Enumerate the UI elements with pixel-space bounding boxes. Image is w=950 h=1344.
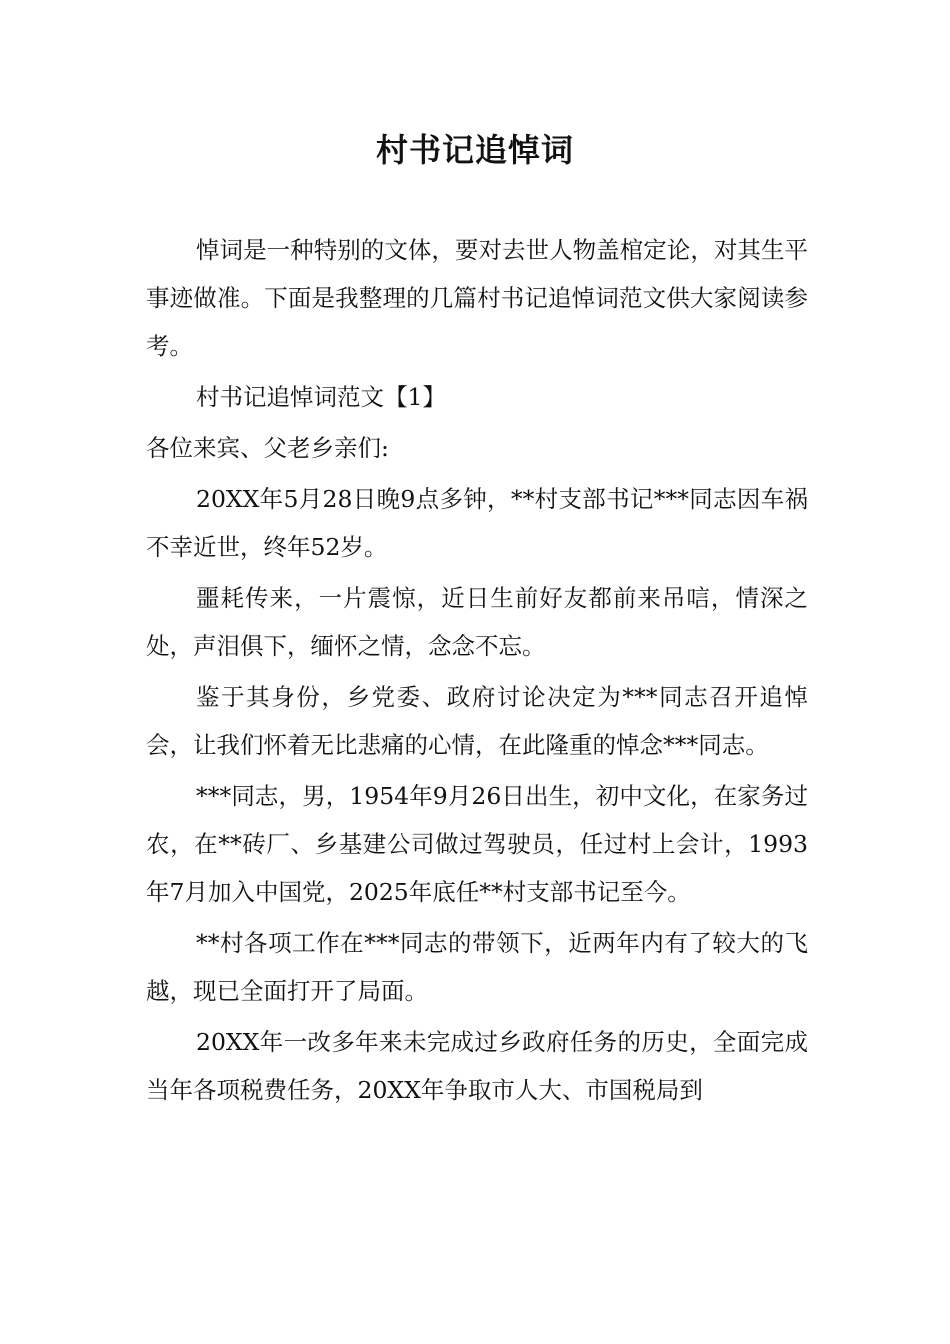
body-paragraph: **村各项工作在***同志的带领下，近两年内有了较大的飞越，现已全面打开了局面。 bbox=[146, 929, 808, 1005]
document-body bbox=[146, 226, 808, 1117]
body-paragraph: 噩耗传来，一片震惊，近日生前好友都前来吊唁，情深之处，声泪俱下，缅怀之情，念念不忘。 bbox=[146, 584, 808, 660]
section-heading: 村书记追悼词范文【1】 bbox=[196, 383, 446, 411]
body-paragraph: 鉴于其身份，乡党委、政府讨论决定为***同志召开追悼会，让我们怀着无比悲痛的心情，在此隆重的悼念***同志。 bbox=[146, 683, 808, 759]
body-paragraph: ***同志，男，1954年9月26日出生，初中文化，在家务过农，在**砖厂、乡基建公司做过驾驶员，任过村上会计，1993年7月加入中国党，2025年底任**村支部书记至今。 bbox=[146, 782, 808, 906]
intro-paragraph: 悼词是一种特别的文体，要对去世人物盖棺定论，对其生平事迹做准。下面是我整理的几篇村书记追悼词范文供大家阅读参考。 bbox=[146, 236, 808, 360]
body-paragraph: 20XX年一改多年来未完成过乡政府任务的历史，全面完成当年各项税费任务，20XX年争取市人大、市国税局到 bbox=[146, 1028, 808, 1104]
body-paragraph: 20XX年5月28日晚9点多钟，**村支部书记***同志因车祸不幸近世，终年52岁。 bbox=[146, 485, 808, 561]
salutation: 各位来宾、父老乡亲们: bbox=[146, 434, 389, 462]
document-title: 村书记追悼词 bbox=[375, 131, 574, 169]
